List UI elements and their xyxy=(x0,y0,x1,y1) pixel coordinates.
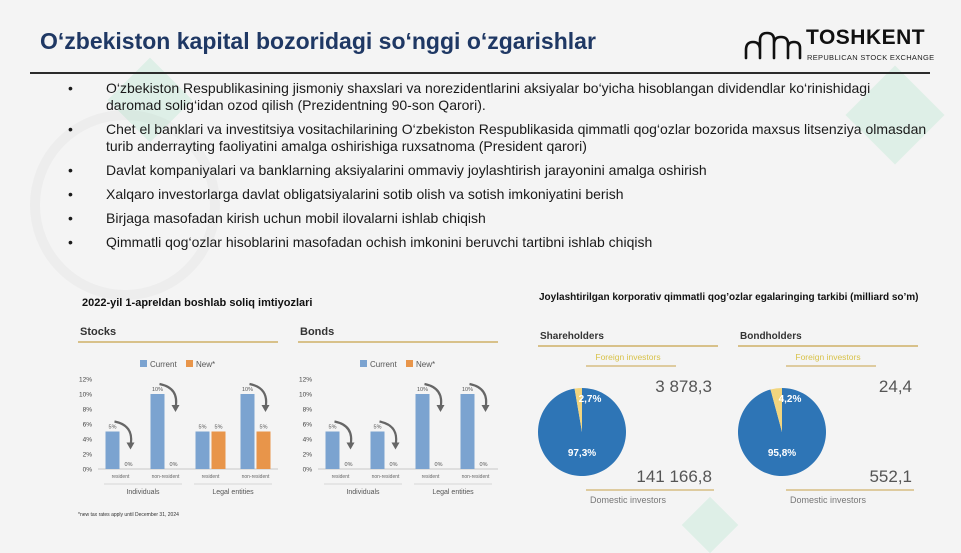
legend-swatch-new xyxy=(186,360,193,367)
y-tick-label: 12% xyxy=(78,376,92,384)
y-tick-label: 10% xyxy=(78,391,92,399)
bar xyxy=(416,394,430,469)
bar xyxy=(196,432,210,470)
slice-percent-label: 2,7% xyxy=(578,394,602,405)
logo-subtitle: REPUBLICAN STOCK EXCHANGE xyxy=(807,53,935,62)
y-tick-label: 2% xyxy=(302,451,312,459)
bullet-list xyxy=(68,80,928,258)
bar-value-label: 0% xyxy=(434,462,443,468)
bar-value-label: 0% xyxy=(169,462,178,468)
x-tick-label: non-resident xyxy=(151,474,180,480)
bullet-icon: • xyxy=(68,186,73,202)
x-tick-label: resident xyxy=(331,474,350,480)
legend-swatch-new xyxy=(406,360,413,367)
tax-section-title: 2022-yil 1-apreldan boshlab soliq imtiyozlari xyxy=(82,297,313,309)
bar-value-label: 0% xyxy=(389,462,398,468)
shareholders-pie-chart xyxy=(536,322,721,512)
bullet-icon: • xyxy=(68,234,73,250)
bar xyxy=(257,432,271,470)
legend-label: New* xyxy=(416,360,436,369)
list-item-text: Qimmatli qog‘ozlar hisoblarini masofadan ochish imkonini beruvchi tartibni ishlab chiqish xyxy=(106,234,653,250)
chart-title: Shareholders xyxy=(540,331,604,342)
list-item xyxy=(68,234,928,251)
bar xyxy=(326,432,340,470)
y-tick-label: 2% xyxy=(82,451,92,459)
bar-value-label: 5% xyxy=(108,424,117,431)
legend-swatch-current xyxy=(360,360,367,367)
decrease-arrowhead xyxy=(262,405,270,412)
list-item-text: Birjaga masofadan kirish uchun mobil ilovalarni ishlab chiqish xyxy=(106,210,486,226)
y-tick-label: 4% xyxy=(302,436,312,444)
group-label: Individuals xyxy=(346,489,380,496)
bullet-icon: • xyxy=(68,121,73,137)
exchange-logo-icon xyxy=(744,28,802,64)
x-tick-label: resident xyxy=(421,474,440,480)
bullet-icon: • xyxy=(68,210,73,226)
bullet-icon: • xyxy=(68,162,73,178)
page-title: O‘zbekiston kapital bozoridagi so‘nggi o‘zgarishlar xyxy=(40,28,596,54)
list-item-text: Xalqaro investorlarga davlat obligatsiyalarini sotib olish va sotish imkoniyatini berish xyxy=(106,186,624,202)
y-tick-label: 0% xyxy=(82,466,92,474)
group-label: Legal entities xyxy=(212,489,254,496)
list-item xyxy=(68,121,928,155)
x-tick-label: non-resident xyxy=(371,474,400,480)
bar xyxy=(151,394,165,469)
bar xyxy=(106,432,120,470)
logo-name: TOSHKENT xyxy=(806,26,926,49)
bar-value-label: 10% xyxy=(416,387,429,393)
legend-label: Current xyxy=(150,360,177,369)
stocks-bar-chart xyxy=(70,318,285,508)
bar-value-label: 0% xyxy=(344,462,353,468)
slice-amount-label: 552,1 xyxy=(869,467,912,486)
slice-name-label: Foreign investors xyxy=(795,352,861,362)
bar-value-label: 10% xyxy=(151,387,164,393)
legend-label: New* xyxy=(196,360,216,369)
slice-percent-label: 4,2% xyxy=(778,394,802,405)
footnote: *new tax rates apply until December 31, 2024 xyxy=(78,512,179,518)
legend-label: Current xyxy=(370,360,397,369)
legend-swatch-current xyxy=(140,360,147,367)
slice-amount-label: 141 166,8 xyxy=(636,467,712,486)
bar-value-label: 5% xyxy=(198,424,207,431)
bar-value-label: 10% xyxy=(461,387,474,393)
list-item-text: Chet el banklari va investitsiya vositachilarining O‘zbekiston Respublikasida qimmatli qog‘ozlar bozorida maxsus litsenziya olmasdan turib anderrayting faoliyatini amalga oshirishiga ruxsatnoma (President qarori) xyxy=(106,121,927,154)
list-item xyxy=(68,210,928,227)
x-tick-label: resident xyxy=(111,474,130,480)
group-label: Individuals xyxy=(126,489,160,496)
y-tick-label: 6% xyxy=(302,421,312,429)
slice-amount-label: 24,4 xyxy=(878,377,912,396)
chart-title: Stocks xyxy=(80,326,117,338)
y-tick-label: 6% xyxy=(82,421,92,429)
slice-name-label: Foreign investors xyxy=(595,352,661,362)
exchange-logo xyxy=(744,26,934,66)
list-item xyxy=(68,162,928,179)
decrease-arrowhead xyxy=(347,443,355,450)
y-tick-label: 12% xyxy=(298,376,312,384)
y-tick-label: 8% xyxy=(302,406,312,414)
bonds-bar-chart xyxy=(290,318,505,508)
list-item-text: O‘zbekiston Respublikasining jismoniy shaxslari va norezidentlarini aksiyalar bo‘yicha hisoblangan dividendlar ko‘rinishidagi daromad solig‘idan ozod qilish (Prezidentning 90-son Qarori). xyxy=(106,80,871,113)
chart-title: Bonds xyxy=(300,326,335,338)
x-tick-label: non-resident xyxy=(461,474,490,480)
list-item-text: Davlat kompaniyalari va banklarning aksiyalarini ommaviy joylashtirish jarayonini amalga oshirish xyxy=(106,162,707,178)
list-item xyxy=(68,186,928,203)
bar-value-label: 5% xyxy=(373,424,382,431)
y-tick-label: 8% xyxy=(82,406,92,414)
bondholders-pie-chart xyxy=(736,322,921,512)
decrease-arrowhead xyxy=(127,443,135,450)
decrease-arrowhead xyxy=(392,443,400,450)
slice-amount-label: 3 878,3 xyxy=(655,377,712,396)
decrease-arrowhead xyxy=(482,405,490,412)
slice-name-label: Domestic investors xyxy=(589,495,667,505)
bar-value-label: 5% xyxy=(328,424,337,431)
bar xyxy=(371,432,385,470)
group-label: Legal entities xyxy=(432,489,474,496)
y-tick-label: 10% xyxy=(298,391,312,399)
slice-percent-label: 97,3% xyxy=(567,448,597,459)
list-item xyxy=(68,80,928,114)
decrease-arrowhead xyxy=(172,405,180,412)
bar-value-label: 0% xyxy=(479,462,488,468)
bar-value-label: 0% xyxy=(124,462,133,468)
bar-value-label: 5% xyxy=(214,424,223,431)
bar-value-label: 10% xyxy=(241,387,254,393)
decrease-arrowhead xyxy=(437,405,445,412)
title-divider xyxy=(30,72,930,74)
bar xyxy=(461,394,475,469)
slice-name-label: Domestic investors xyxy=(789,495,867,505)
x-tick-label: resident xyxy=(201,474,220,480)
y-tick-label: 0% xyxy=(302,466,312,474)
chart-title: Bondholders xyxy=(740,331,802,342)
bar-value-label: 5% xyxy=(259,424,268,431)
bar xyxy=(241,394,255,469)
x-tick-label: non-resident xyxy=(241,474,270,480)
bullet-icon: • xyxy=(68,80,73,96)
holders-section-title: Joylashtirilgan korporativ qimmatli qog’ozlar egalaringing tarkibi (milliard so’m) xyxy=(539,292,919,303)
y-tick-label: 4% xyxy=(82,436,92,444)
bar xyxy=(212,432,226,470)
slice-percent-label: 95,8% xyxy=(767,448,797,459)
